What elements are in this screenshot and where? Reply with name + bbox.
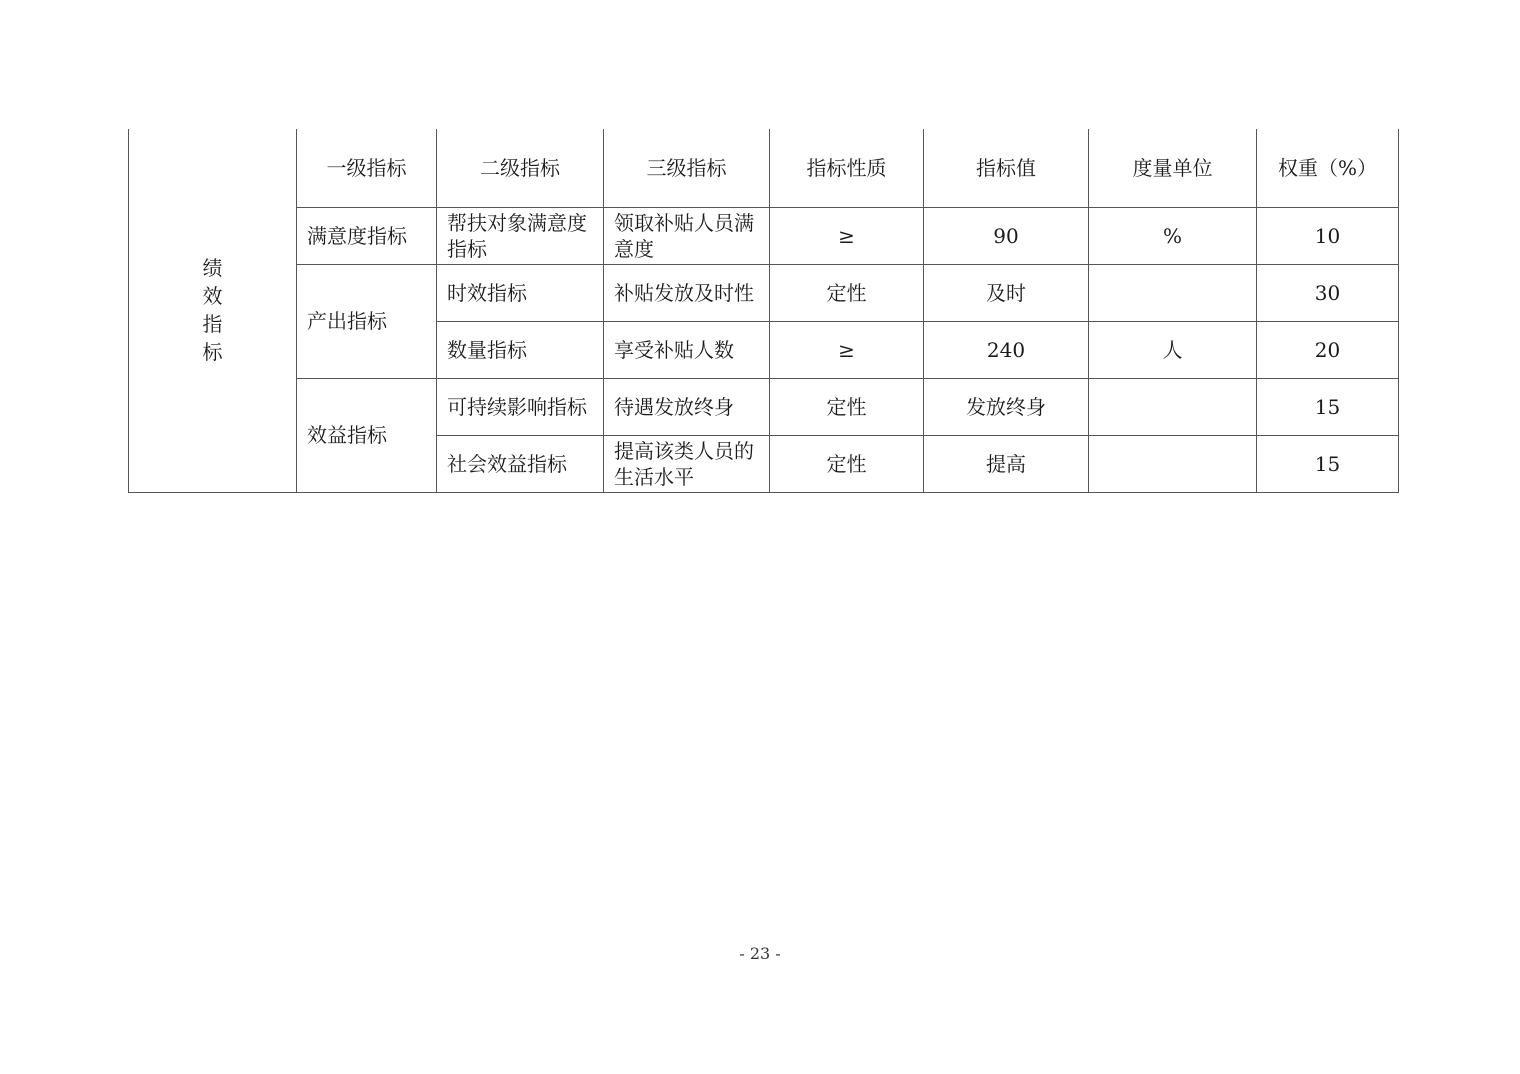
header-level2: 二级指标 — [437, 129, 604, 207]
performance-indicator-table — [128, 129, 1399, 493]
level3-cell: 待遇发放终身 — [604, 378, 770, 435]
side-label: 绩效指标 — [202, 256, 223, 365]
header-value: 指标值 — [924, 129, 1089, 207]
side-label-cell — [129, 129, 297, 492]
header-unit: 度量单位 — [1089, 129, 1257, 207]
header-weight: 权重（%） — [1257, 129, 1399, 207]
level3-cell: 补贴发放及时性 — [604, 264, 770, 321]
level2-cell: 帮扶对象满意度指标 — [437, 207, 604, 264]
level2-cell: 社会效益指标 — [437, 435, 604, 492]
table-row — [129, 264, 1399, 321]
level3-cell: 领取补贴人员满意度 — [604, 207, 770, 264]
value-cell: 提高 — [924, 435, 1089, 492]
nature-cell: 定性 — [770, 378, 924, 435]
table-row — [129, 207, 1399, 264]
weight-cell: 30 — [1257, 264, 1399, 321]
table-row — [129, 378, 1399, 435]
unit-cell: % — [1089, 207, 1257, 264]
nature-cell: 定性 — [770, 435, 924, 492]
level1-cell: 满意度指标 — [297, 207, 437, 264]
level2-cell: 数量指标 — [437, 321, 604, 378]
page-number: - 23 - — [739, 944, 781, 963]
nature-cell: ≥ — [770, 321, 924, 378]
header-level1: 一级指标 — [297, 129, 437, 207]
weight-cell: 20 — [1257, 321, 1399, 378]
value-cell: 及时 — [924, 264, 1089, 321]
level3-cell: 提高该类人员的生活水平 — [604, 435, 770, 492]
unit-cell — [1089, 264, 1257, 321]
unit-cell — [1089, 378, 1257, 435]
level3-cell: 享受补贴人数 — [604, 321, 770, 378]
value-cell: 发放终身 — [924, 378, 1089, 435]
table-header-row — [129, 129, 1399, 207]
nature-cell: 定性 — [770, 264, 924, 321]
weight-cell: 15 — [1257, 378, 1399, 435]
weight-cell: 15 — [1257, 435, 1399, 492]
nature-cell: ≥ — [770, 207, 924, 264]
level1-cell: 效益指标 — [297, 378, 437, 492]
level1-cell: 产出指标 — [297, 264, 437, 378]
weight-cell: 10 — [1257, 207, 1399, 264]
level2-cell: 时效指标 — [437, 264, 604, 321]
level2-cell: 可持续影响指标 — [437, 378, 604, 435]
unit-cell — [1089, 435, 1257, 492]
unit-cell: 人 — [1089, 321, 1257, 378]
value-cell: 90 — [924, 207, 1089, 264]
header-level3: 三级指标 — [604, 129, 770, 207]
header-nature: 指标性质 — [770, 129, 924, 207]
value-cell: 240 — [924, 321, 1089, 378]
